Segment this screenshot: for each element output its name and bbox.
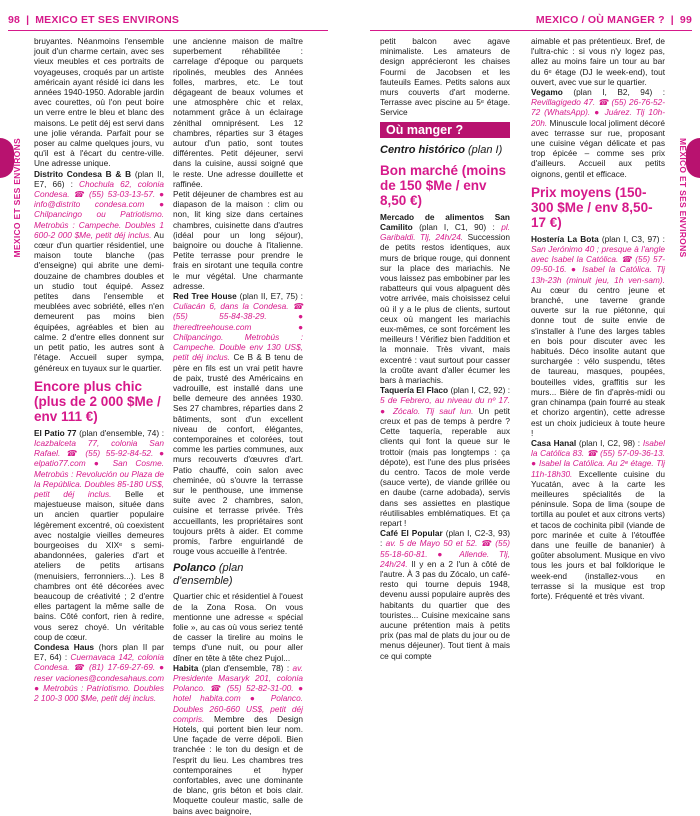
left-page-header: 98 | MEXICO ET SES ENVIRONS [8,14,180,26]
listing-description: Au cœur du centro jeune et branché, une taverne grande ouverte sur la rue piétonne, qui donne tout de suite envie de s'installer à l'une des larges tables en bois pour discuter avec les habitués. Déco insolite autant que surchargée : vélo suspendu, têtes de taureau, masques, poupées, bouteilles vides, graffitis sur les murs... Bière de fin d'après-midi ou gran chinampa (pain fourré au steak et chorizo argentin), cette adresse est un choix judicieux à toute heure ! [531,284,665,438]
paragraph: aimable et pas prétentieux. Bref, de l'ultra-chic : si vous n'y logez pas, allez au moins faire un tour au bar du 6ᵉ étage (DJ le week-end), tout ouvert, avec vue sur le quartier. [531,36,665,87]
paragraph: une ancienne maison de maître superbement réhabilitée : carrelage d'époque ou parquets ripolinés, meubles des Années folles, marbres, etc. Le tout dégageant de beaux volumes et une atmosphère chic et relax, notamment grâce à un éclairage zénithal omniprésent. Les 12 chambres, réparties sur 3 étages autour d'un patio, sont toutes différentes. Petit déjeuner, servi dans la cuisine, aussi soigné que le reste. Une adresse douillette et raffinée. [173,36,303,189]
listing-name: Café El Popular [380,528,443,539]
listing-name: Taquería El Flaco [380,385,449,396]
listing-name: Condesa Haus [34,641,95,652]
listing-cafe-el-popular [380,528,510,661]
listing-description: Un petit creux et pas de temps à perdre ? Cette taquería, reperable aux clients qui font la queue sur le trottoir (mais pas longtemps : ça dépote), est l'une des plus prisées du centro. Tacos de mole verde (sauce verte), de viande grillée ou en daube (carne adobada), servis dans ses assiettes en plastique réutilisables emblématiques. Et ça repart ! [380,405,510,528]
listing-habita [173,663,303,816]
listing-name: Vegamo [531,87,563,98]
listing-location: (plan I, C2-3, 93) : [380,528,510,549]
listing-vegamo [531,87,665,179]
listing-location: (plan I, B2, 94) : [573,87,666,98]
listing-location: (plan I, C1, 90) : [419,222,495,233]
listing-info: Cuernavaca 142, colonia Condesa. ☎ (81) 17-69-27-69. ● reser vaciones@condesahaus.com ● Metrobús : Patriotismo. Doubles 2 100-3 000 $Me, petit déj inclus. [34,652,164,703]
listing-taqueria-el-flaco [380,385,510,528]
paragraph: bruyantes. Néanmoins l'ensemble jouit d'un charme certain, avec ses vieux meubles et ces portraits de voyageuses, croqués par un artiste américain ayant résidé ici dans les années 1940-1950. Adorable jardin avec courettes, où l'on peut boire un verre entre le bleu et blanc des maisons. Le petit déj est servi dans une jolie véranda. Parfait pour se poser au calme quelques jours, vu qu'il est à l'écart du centre-ville. Une adresse unique. [34,36,164,169]
right-page-header: MEXICO / OÙ MANGER ? | 99 [535,14,692,26]
left-page-number: 98 [8,14,21,26]
listing-location: (plan d'ensemble, 74) : [79,427,165,438]
listing-location: (plan I, C2, 98) : [578,437,641,448]
listing-name: Mercado de alimentos San Camilito [380,211,510,233]
listing-name: Casa Hanal [531,437,577,448]
listing-description: Minuscule local joliment décoré avec terrasse sur rue, proposant une cuisine végan délicate et pas trop épicée – comme ses prix d'ailleurs. Accueil aux petits oignons, gentil et efficace. [531,117,665,179]
paragraph: Quartier chic et résidentiel à l'ouest de la Zona Rosa. On vous mentionne une adresse « spécial folie », au cas où vous seriez tenté de casser la tirelire au moins le temps d'une nuit, ou pour aller dîner en tête à tête chez Pujol... [173,591,303,663]
listing-name: Distrito Condesa B & B [34,168,132,179]
listing-info: Culiacán 6, dans la Condesa. ☎ (55) 55-84-38-29. ● theredtreehouse.com ● Chilpancingo. Metrobús : Campeche. Double env 130 US$, petit déj inclus. [173,301,303,363]
listing-location: (plan I, C3, 97) : [601,233,665,244]
right-side-tab: MEXICO ET SES ENVIRONS [678,138,688,258]
listing-location: (plan II, E7, 66) : [34,168,165,189]
listing-description: Ce B & B tenu de père en fils est un vrai petit havre de paix, trusté des Américains en vadrouille, est installé dans une belle demeure des années 1930. Ses 27 chambres, réparties dans 2 bâtiments, sont d'un excellent niveau de confort, élégantes, contemporaines et colorées, tout comme les parties communes, aux murs recouverts d'œuvres d'art. Patio chauffé, coin salon avec cheminée, où s'ouvre la terrasse sur le penthouse, une immense suite avec 2 chambres, salon, cuisine et terrasse privée. Très accueillants, les propriétaires sont toujours prêts à aider. Et comme promis, l'arbre enguirlandé de rouge vous accueille à l'entrée. [173,352,303,557]
listing-name: El Patio 77 [34,427,77,438]
column-3 [380,36,510,661]
listing-distrito-condesa [34,169,164,373]
paragraph: Petit déjeuner de chambres est au diapason de la maison : clim ou non, lit king size dans certaines chambres, cuisinette dans d'autres (idéal pour un long séjour), baignoire ou douche à l'italienne. Petite terrasse pour prendre le frais en sirotant une tequila contre le mur végétal. Une charmante adresse. [173,189,303,291]
listing-name: Hostería La Bota [531,233,599,244]
listing-name: Habita [173,662,199,673]
listing-name: Red Tree House [173,291,237,302]
price-heading: Prix moyens (150-300 $Me / env 8,50-17 €) [531,184,653,230]
listing-description: Belle et majestueuse maison, située dans un ancien quartier populaire légèrement excentré, où coexistent avec nostalgie vieilles demeures bourgeoises du XIXᵉ s semi-abandonnées, galeries d'art et ateliers de petits artisans (menuisiers, ferronniers...). Les 8 chambres ont été décorées avec beaucoup de créativité ; 2 d'entre elles partagent la même salle de bains. Côté confort, rien à redire, vous serez choyé. Un véritable coup de cœur. [34,488,164,642]
listing-mercado-san-camilito [380,212,510,385]
left-running-title: MEXICO ET SES ENVIRONS [35,14,180,26]
listing-description: Succession de petits restos identiques, aux murs de brique rouge, qui donnent sur la place des mariachis. Ne vous laissez pas embobiner par les rabatteurs qui vous alpaguent dès votre arrivée, mais choisissez celui où il y a le plus de clients, surtout ceux où mangent les mariachis eux-mêmes, ce sont forcément les meilleurs ! Vérifiez bien l'addition et la monnaie. Très vivant, mais excentré : vaut surtout pour casser la croûte avant d'aller écumer les bars à mariachis. [380,232,510,386]
listing-description: Au cœur d'un quartier résidentiel, une maison toute blanche (pas d'enseigne) qui abrite une demi-douzaine de chambres doubles et un studio tout équipé. Assez petites dans l'ensemble et meublées avec sobriété, elles n'en demeurent pas moins bien équipées, agréables et bien au calme. 2 d'entre elles donnent sur un petit patio, les autres sont à l'étage. Accueil super sympa, généreux en tuyaux sur le quartier. [34,229,164,373]
area-heading-centro: Centro histórico (plan I) [380,143,503,156]
listing-description: Excellente cuisine du Yucatán, avec à la carte les meilleures spécialités de la péninsule. Sopa de lima (soupe de tortilla au poulet et aux citrons verts) et tacos de cochinita pibil (viande de porc marinée et cuite à l'étouffée dans une feuille de bananier) à goûter absolument. Musique en vivo tous les jours et bal folklorique le week-end (installez-vous en terrasse si la musique est trop forte). Fréquenté et très vivant. [531,468,665,601]
right-thumb-tab [686,138,700,178]
column-1 [34,36,165,703]
listing-info: Revillagigedo 47. ☎ (55) 26-76-52-72 (WhatsApp). ● Juárez. Tlj 10h-20h. [531,97,665,128]
listing-info: av. 5 de Mayo 50 et 52. ☎ (55) 55-18-60-81. ● Allende. Tlj, 24h/24. [380,538,510,569]
listing-casa-hanal [531,438,665,601]
listing-location: (hors plan II par E7, 64) : [34,641,165,663]
listing-red-tree-house [173,291,303,556]
listing-description: Il y en a 2 l'un à côté de l'autre. À 3 pas du Zócalo, un café-resto qui tourne depuis 1948, devenu aussi populaire auprès des habitants du quartier que des touristes... Cuisine mexicaine sans aucune prétention mais à petits prix (pas mal de plats du jour ou de menus déjeuner). Tout tient à mais ce qui compte [380,558,510,661]
column-2 [173,36,303,816]
right-header-rule [370,30,692,31]
listing-condesa-haus [34,642,164,703]
listing-info: 5 de Febrero, au niveau du nº 17. ● Zócalo. Tlj sauf lun. [380,395,510,416]
column-4 [531,36,666,601]
left-header-rule [8,30,328,31]
left-side-tab: MEXICO ET SES ENVIRONS [12,138,22,258]
listing-location: (plan I, C2, 92) : [450,385,510,396]
listing-info: av. Presidente Masaryk 201, colonia Polanco. ☎ (55) 52-82-31-00. ● hotel habita.com ● Polanco. Doubles 260-660 US$, petit déj compris. [173,662,303,724]
price-heading: Bon marché (moins de 150 $Me / env 8,50 €) [380,162,507,208]
right-page-number: 99 [679,14,692,26]
listing-hosteria-la-bota [531,234,665,438]
listing-info: Chochula 62, colonia Condesa. ☎ (55) 53-03-13-57. ● info@distrito condesa.com ● Chilpancingo ou Patriotismo. Metrobús : Campeche. Doubles 1 600-2 000 $Me, petit déj inclus. [34,178,164,240]
listing-info: Icazbalceta 77, colonia San Rafael. ☎ (55) 55-92-84-52. ● elpatio77.com ● San Cosme. Metrobús : Revolución ou Plaza de la República. Doubles 85-180 US$, petit déj inclus. [34,437,164,499]
price-heading: Encore plus chic (plus de 2 000 $Me / env 111 €) [34,378,161,424]
listing-info: San Jerónimo 40 ; presque à l'angle avec Isabel la Católica. ☎ (55) 57-09-50-16. ● Isabel la Católica. Tlj 13h-23h (minuit jeu, 1h ven-sam). [531,244,665,285]
area-heading-polanco: Polanco (plan d'ensemble) [173,562,244,588]
listing-location: (plan II, E7, 75) : [239,291,303,302]
listing-info: pl. Garibaldi. Tlj, 24h/24. [380,222,510,243]
right-running-title: MEXICO / OÙ MANGER ? [535,14,665,26]
listing-description: Membre des Design Hotels, qui portent bien leur nom. Une façade de verre dépoli. Bien tranchée : le ton du design et de l'esprit du lieu. Les chambres tres contemporaines et hyper confortables, avec une dominante de blanc, gris béton et bois clair. Moquette couleur mastic, salle de bains avec baignoire, [173,713,303,816]
listing-location: (plan d'ensemble, 78) : [201,662,290,673]
section-title-ou-manger: Où manger ? [380,122,510,138]
listing-el-patio-77 [34,428,164,642]
listing-info: Isabel la Católica 83. ☎ (55) 57-09-36-13. ● Isabel la Católica. Au 2ᵉ étage. Tlj 11h-18h30. [531,437,665,479]
paragraph: petit balcon avec agave minimaliste. Les amateurs de design apprécieront les chaises Fourmi de Jacobsen et les fauteuils Eames. Petits salons aux murs couverts d'art moderne. Terrasse avec piscine au 5ᵉ étage. Service [380,36,510,118]
